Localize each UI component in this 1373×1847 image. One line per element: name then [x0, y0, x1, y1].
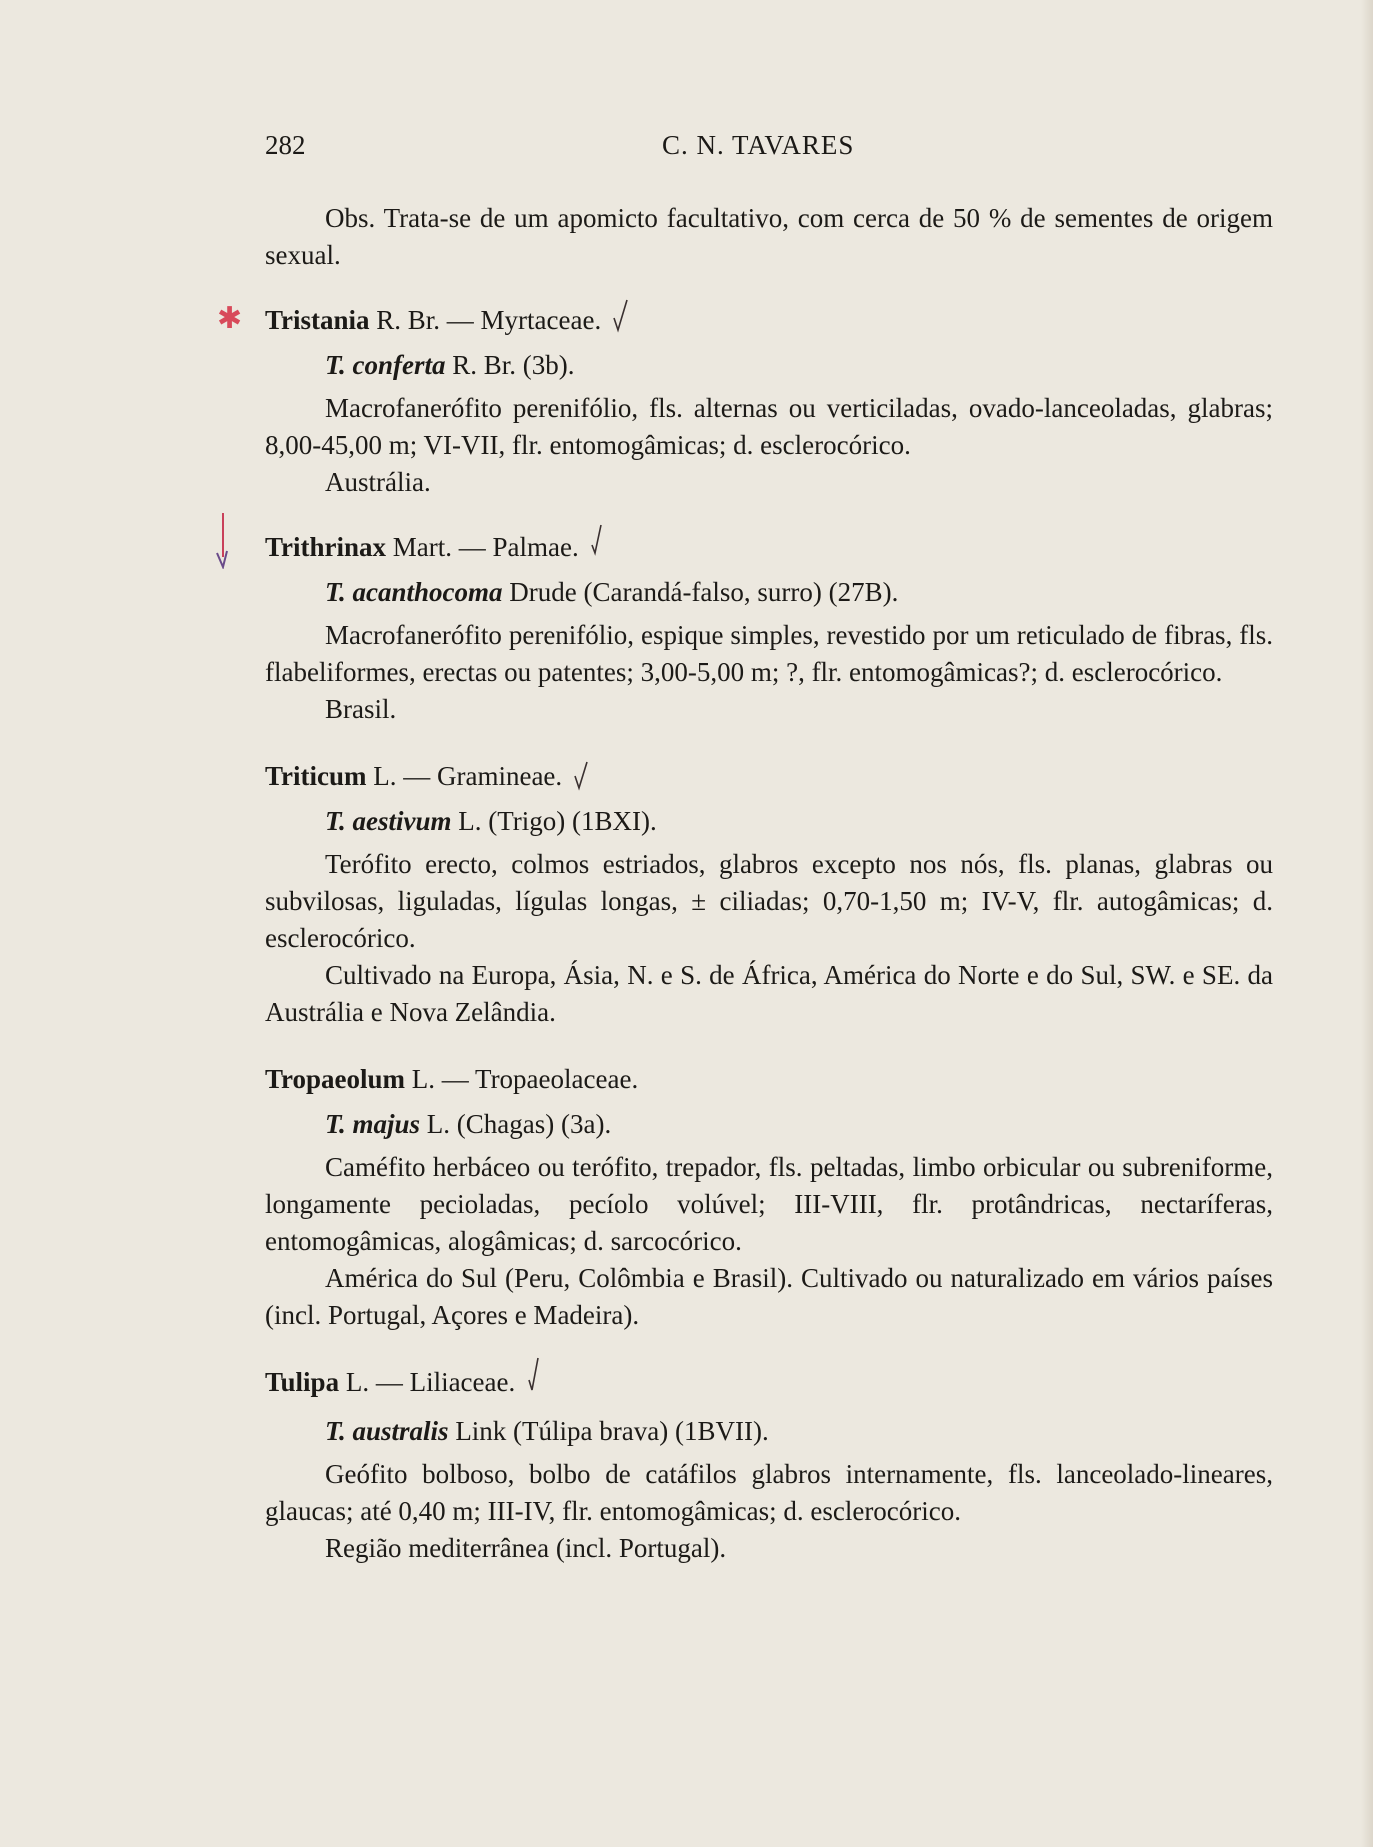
species-description: Macrofanerófito perenifólio, fls. alternas ou verticiladas, ovado-lanceoladas, glabras; 8,00-45,00 m; VI-VII, flr. entomogâmicas; d. esclerocórico.	[265, 393, 1273, 460]
species-name: T. majus	[325, 1109, 421, 1139]
genus-authority: L. — Tropaeolaceae.	[411, 1064, 639, 1094]
checkmark-annotation	[612, 308, 630, 338]
species-line	[265, 803, 1273, 840]
genus-entry-tulipa	[265, 1364, 1273, 1401]
species-authority: L. (Chagas) (3a).	[426, 1109, 612, 1139]
page-edge	[1361, 0, 1373, 1847]
species-description: Terófito erecto, colmos estriados, glabros excepto nos nós, fls. planas, glabras ou subvilosas, liguladas, lígulas longas, ± ciliadas; 0,70-1,50 m; IV-V, flr. autogâmicas; d. esclerocórico.	[265, 849, 1273, 953]
species-name: T. australis	[325, 1416, 449, 1446]
genus-authority: R. Br. — Myrtaceae.	[376, 305, 602, 335]
species-distribution: Região mediterrânea (incl. Portugal).	[325, 1533, 727, 1563]
checkmark-annotation	[589, 535, 607, 565]
genus-name: Trithrinax	[265, 532, 386, 562]
genus-entry-tropaeolum	[265, 1061, 1273, 1098]
obs-paragraph: Obs. Trata-se de um apomicto facultativo, com cerca de 50 % de sementes de origem sexual.	[265, 203, 1273, 270]
page-number: 282	[265, 130, 306, 160]
red-asterisk-annotation: ✱	[217, 302, 243, 335]
species-line	[265, 347, 1273, 384]
genus-name: Triticum	[265, 761, 367, 791]
species-line	[265, 1413, 1273, 1450]
genus-authority: L. — Gramineae.	[373, 761, 563, 791]
genus-authority: Mart. — Palmae.	[392, 532, 579, 562]
genus-authority: L. — Liliaceae.	[345, 1367, 516, 1397]
genus-entry-tristania	[217, 302, 1273, 339]
species-distribution: América do Sul (Peru, Colômbia e Brasil). Cultivado ou naturalizado em vários países (incl. Portugal, Açores e Madeira).	[265, 1263, 1273, 1330]
species-name: T. acanthocoma	[325, 577, 503, 607]
text-column	[217, 200, 1273, 1567]
species-name: T. aestivum	[325, 806, 452, 836]
genus-name: Tulipa	[265, 1367, 340, 1397]
species-description: Caméfito herbáceo ou terófito, trepador, fls. peltadas, limbo orbicular ou subreniforme, longamente pecioladas, pecíolo volúvel; III-VIII, flr. protândricas, nectaríferas, entomogâmicas, alogâmicas; d. sarcocórico.	[265, 1152, 1273, 1256]
species-distribution: Austrália.	[325, 467, 431, 497]
checkmark-annotation	[573, 764, 591, 794]
species-name: T. conferta	[325, 350, 446, 380]
species-authority: Drude (Carandá-falso, surro) (27B).	[509, 577, 899, 607]
checkmark-annotation	[526, 1370, 544, 1400]
page-header	[265, 130, 1275, 170]
red-tick-annotation	[215, 511, 229, 569]
species-description: Geófito bolboso, bolbo de catáfilos glabros internamente, fls. lanceolado-lineares, glaucas; até 0,40 m; III-IV, flr. entomogâmicas; d. esclerocórico.	[265, 1459, 1273, 1526]
genus-name: Tropaeolum	[265, 1064, 406, 1094]
species-distribution: Brasil.	[325, 694, 397, 724]
species-authority: L. (Trigo) (1BXI).	[458, 806, 657, 836]
species-description: Macrofanerófito perenifólio, espique simples, revestido por um reticulado de fibras, fls. flabeliformes, erectas ou patentes; 3,00-5,00 m; ?, flr. entomogâmicas?; d. esclerocórico.	[265, 620, 1273, 687]
genus-name: Tristania	[265, 305, 370, 335]
species-line	[265, 1106, 1273, 1143]
genus-entry-triticum	[265, 758, 1273, 795]
species-line	[265, 574, 1273, 611]
species-authority: R. Br. (3b).	[452, 350, 575, 380]
genus-entry-trithrinax	[265, 529, 1273, 566]
running-head-author: C. N. TAVARES	[662, 130, 855, 160]
species-distribution: Cultivado na Europa, Ásia, N. e S. de África, América do Norte e do Sul, SW. e SE. da Austrália e Nova Zelândia.	[265, 960, 1273, 1027]
species-authority: Link (Túlipa brava) (1BVII).	[455, 1416, 769, 1446]
